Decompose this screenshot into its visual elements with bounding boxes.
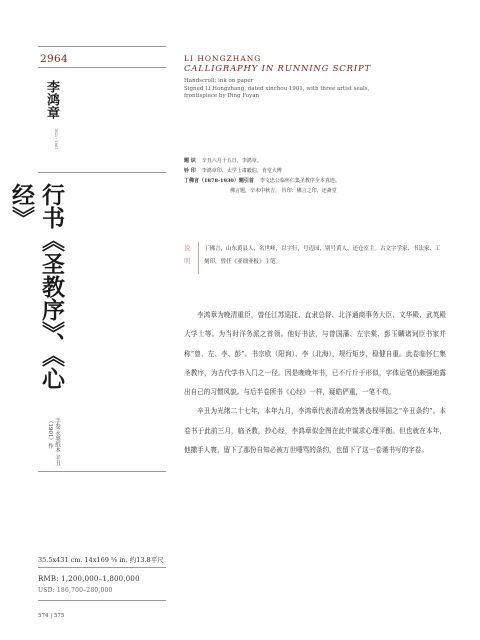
note-text: 丁佛言，山东黄县人，名世峄，以字行，号迈园、别号黄人、还仓室主。古文字学家、书法家、工刻印，曾任《亚细亚报》主笔。 <box>204 246 441 265</box>
inscription-row <box>184 156 444 166</box>
inscription-label: 题 识 <box>184 158 196 164</box>
note-box <box>184 240 446 274</box>
estimate-usd: USD: 186,700–280,000 <box>38 587 113 594</box>
note-divider <box>198 242 199 274</box>
inscription-text: 李鸿章印、太学士肃毅伯、肯堂大傅 <box>201 168 282 174</box>
inscription-label: 丁佛言（1878-1930）题引首 <box>184 178 254 184</box>
inscription-row <box>184 166 444 176</box>
note-label: 说明 <box>184 244 191 265</box>
details-en <box>184 78 369 101</box>
estimate-rmb: RMB: 1,200,000–1,800,000 <box>38 575 140 583</box>
inscription-text: 佛言题，辛未中秋吉。 钤印：佛言之印、还斋堂 <box>230 188 337 194</box>
estimate-rule <box>38 600 166 601</box>
dimensions: 35.5x431 cm. 14x169 ⅝ in. 约13.8平尺 <box>38 556 164 564</box>
artist-death-year: 1901 <box>54 140 58 150</box>
lot-number: 2964 <box>40 53 68 65</box>
inscription-row <box>184 186 444 196</box>
details-line: Handscroll; ink on paper <box>184 78 254 84</box>
artist-name-en: LI HONGZHANG <box>184 54 262 63</box>
top-rule <box>38 46 166 47</box>
inscription-label: 钤 印 <box>184 168 196 174</box>
title-bottom-rule <box>38 471 166 472</box>
artist-dates <box>52 128 58 149</box>
title-cn: 行书《圣教序》、《心经》 <box>8 183 65 390</box>
inscriptions <box>184 156 444 196</box>
lot-number-rule <box>38 67 166 68</box>
title-top-rule <box>38 172 166 173</box>
details-line: frontispiece by Ding Foyan <box>184 93 260 99</box>
inscription-text: 辛丑六月十五日，李鸿章。 <box>201 158 262 164</box>
artist-birth-year: 1823 <box>54 128 58 137</box>
essay-paragraph: 李鸿章为晚清重臣，曾任江苏巡抚、直隶总督、北洋通商事务大臣、文华殿、武英殿大学士等。为当时洋务派之首领。他好书法，与曾国藩、左宗棠、彭玉麟诸词臣书家并称“曾、左、李、彭”。书宗欧（阳询）、李（北海），规行矩步，稳健自重。此卷临怀仁集圣教序，为古代学书入门之一径。因是晚晚年书，已不斤斤于形似，字体运笔仍颇强地露出自己的习惯风貌。与后半卷所书《心经》一样，疑皓俨重，一笔不苟。 <box>184 311 446 397</box>
title-en: CALLIGRAPHY IN RUNNING SCRIPT <box>184 64 371 74</box>
page-numbers: 574 | 575 <box>38 613 65 619</box>
medium-cn: 手卷 水墨纸本 辛丑（1901）作 <box>47 418 60 466</box>
artist-dates-separator: - <box>54 138 58 140</box>
inscription-text: 李文忠公临怀仁集圣教序全本真迹。 <box>259 178 340 184</box>
essay <box>184 306 446 460</box>
inscription-row <box>184 176 444 186</box>
artist-name-cn: 李鸿章 <box>44 80 59 119</box>
essay-paragraph: 辛丑为光绪二十七年，本年九月，李鸿章代表清政府签署丧权辱国之“辛丑条约”。本卷书于此前三月，临圣教，抄心经，李鸿章似企图在此中谋求心理平衡。但也就在本年，他撒手人寰，留下了那份自知必被万世唾骂的条约，也留下了这一卷谨书写的字卷。 <box>184 407 446 455</box>
dimensions-rule <box>38 567 166 568</box>
details-line: Signed Li Hongzhang, dated xinchou 1901, with three artist seals, <box>184 85 370 92</box>
